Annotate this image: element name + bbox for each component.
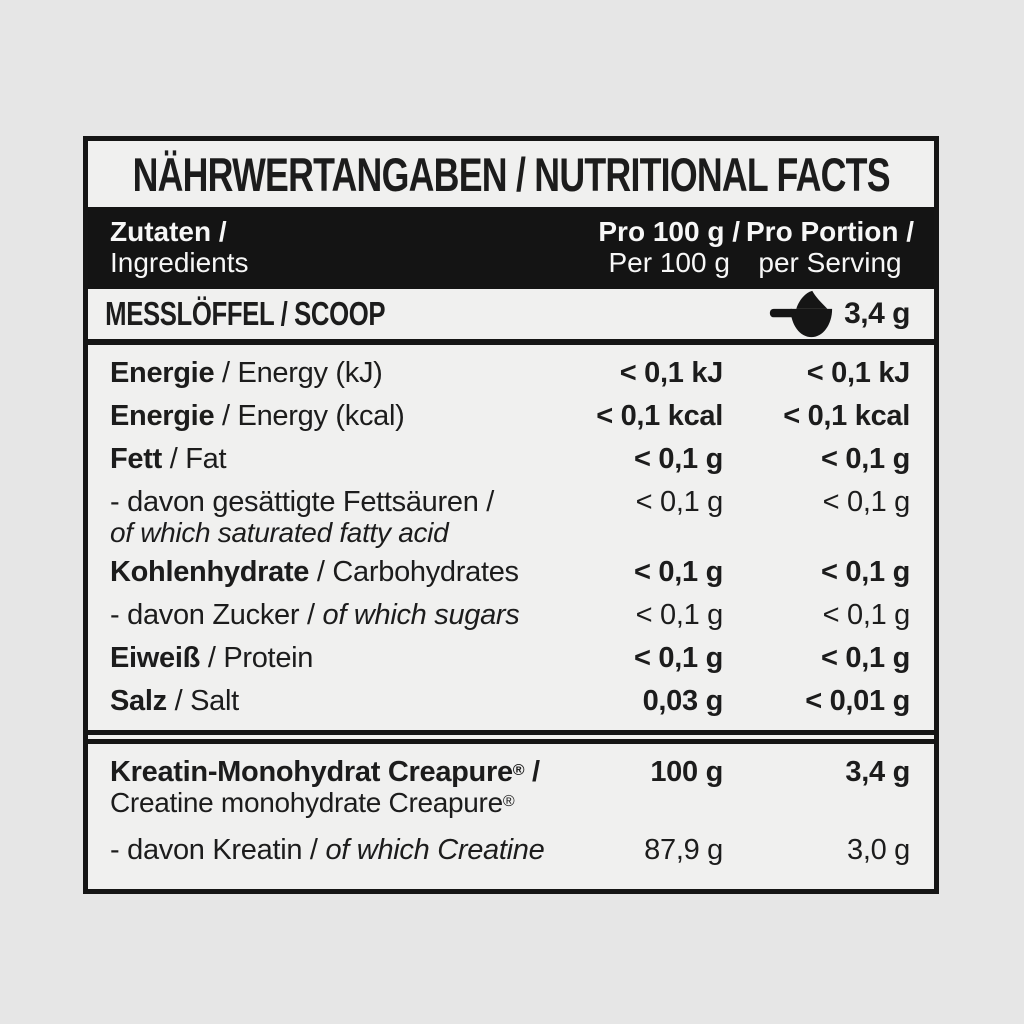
value-per-100g: < 0,1 g: [635, 486, 723, 518]
label-text-part: Kreatin-Monohydrat Creapure: [110, 756, 513, 788]
value-per-100g: < 0,1 g: [635, 599, 723, 631]
label-text-part: of which Creatine: [325, 834, 545, 866]
label-text-part: / Energy (kcal): [214, 400, 405, 432]
label-text-part: / Fat: [161, 443, 227, 475]
value-per-serving: < 0,1 g: [822, 599, 910, 631]
header-per-serving: [740, 216, 934, 278]
table-row: [88, 594, 934, 637]
table-row: [88, 744, 934, 821]
value-per-100g: 100 g: [650, 756, 723, 788]
label-text-part: / Energy (kJ): [214, 357, 383, 389]
header-ingredients-en: Ingredients: [110, 247, 249, 278]
value-per-serving: < 0,01 g: [805, 685, 910, 717]
scoop-label: MESSLÖFFEL / SCOOP: [105, 295, 386, 332]
nutrient-label: [88, 555, 553, 589]
table-row: [88, 345, 934, 395]
nutrient-label: [88, 598, 553, 632]
label-text-part: - davon Kreatin /: [110, 834, 326, 866]
label-text-part: of which sugars: [322, 599, 520, 631]
nutrient-label: [88, 399, 553, 433]
label-text-part: / Salt: [166, 685, 239, 717]
label-text-part: / Carbohydrates: [309, 556, 519, 588]
value-per-serving: < 0,1 g: [822, 486, 910, 518]
label-text-part: Salz: [110, 685, 167, 717]
table-title-row: [88, 141, 934, 207]
label-text-part: - davon Zucker /: [110, 599, 323, 631]
table-row: [88, 438, 934, 481]
label-text-part: Energie: [110, 400, 215, 432]
nutrient-label: [88, 833, 553, 867]
table-row: [88, 680, 934, 730]
creatine-section: [88, 739, 934, 889]
table-row: [88, 821, 934, 879]
nutrients-section: [88, 345, 934, 735]
nutrient-label: [88, 684, 553, 718]
label-text-part: Eiweiß: [110, 642, 201, 674]
nutrient-label: [88, 485, 553, 546]
header-per-serving-de: Pro Portion /: [746, 216, 914, 247]
scoop-value-group: [723, 289, 934, 339]
value-per-serving: 3,4 g: [845, 756, 910, 788]
value-per-100g: < 0,1 g: [634, 443, 723, 475]
nutrient-label: [88, 356, 553, 390]
label-text-part: ®: [512, 762, 525, 779]
header-ingredients-de: Zutaten /: [110, 216, 227, 247]
header-ingredients: [88, 216, 553, 278]
nutrient-label: [88, 641, 553, 675]
table-row: [88, 551, 934, 594]
table-row: [88, 637, 934, 680]
label-text-part: Energie: [110, 357, 215, 389]
value-per-serving: < 0,1 kcal: [783, 400, 910, 432]
nutrition-facts-table: [83, 136, 939, 894]
header-per-serving-en: per Serving: [758, 247, 902, 278]
label-text-part: Kohlenhydrate: [110, 556, 310, 588]
table-row: [88, 395, 934, 438]
value-per-serving: 3,0 g: [847, 834, 910, 866]
label-text-part: of which saturated fatty acid: [110, 517, 449, 548]
value-per-100g: 0,03 g: [642, 685, 723, 717]
label-text-part: /: [524, 756, 540, 788]
value-per-100g: < 0,1 g: [634, 642, 723, 674]
header-per-100g: [553, 216, 740, 278]
scoop-value: 3,4 g: [844, 297, 910, 330]
nutrient-label: [88, 755, 553, 816]
value-per-serving: < 0,1 g: [821, 556, 910, 588]
label-text-part: - davon gesättigte Fettsäuren /: [110, 486, 495, 518]
value-per-100g: < 0,1 kcal: [596, 400, 723, 432]
nutrient-label: [88, 442, 553, 476]
label-text-part: ®: [502, 793, 515, 810]
label-text-part: / Protein: [200, 642, 314, 674]
value-per-serving: < 0,1 kJ: [806, 357, 910, 389]
table-title: NÄHRWERTANGABEN / NUTRITIONAL FACTS: [132, 147, 890, 201]
value-per-serving: < 0,1 g: [821, 642, 910, 674]
table-header-bar: [88, 207, 934, 289]
label-text-part: Fett: [110, 443, 162, 475]
header-per-100g-de: Pro 100 g /: [598, 216, 740, 247]
value-per-100g: < 0,1 g: [634, 556, 723, 588]
table-row: [88, 481, 934, 551]
header-per-100g-en: Per 100 g: [608, 247, 730, 278]
scoop-row: [88, 289, 934, 345]
scoop-icon: [768, 289, 834, 339]
value-per-100g: < 0,1 kJ: [619, 357, 723, 389]
label-text-part: Creatine monohydrate Creapure: [110, 787, 503, 818]
value-per-serving: < 0,1 g: [821, 443, 910, 475]
value-per-100g: 87,9 g: [644, 834, 723, 866]
